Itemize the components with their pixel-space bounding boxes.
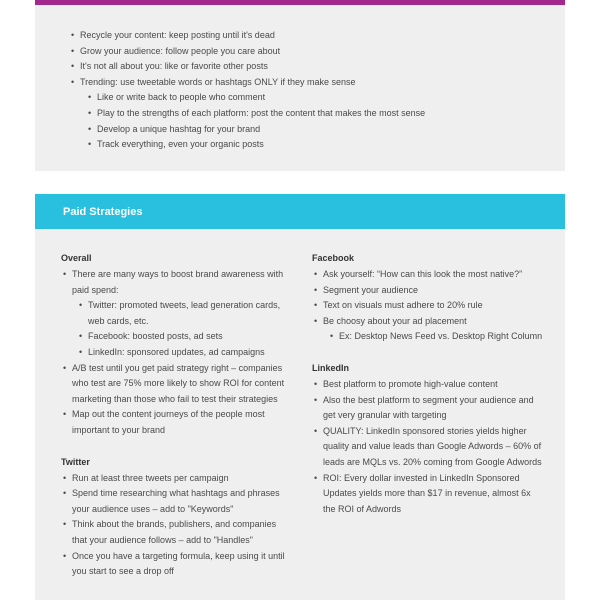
twitter-list [72, 471, 286, 580]
list-item: • Also the best platform to segment your audience and get very granular with targeting [323, 393, 544, 424]
overall-list [72, 267, 286, 439]
sub-list [339, 329, 544, 345]
list-item [323, 314, 544, 345]
facebook-heading: Facebook [312, 253, 355, 263]
list-item: • Once you have a targeting formula, keep using it until you start to see a drop off [72, 549, 286, 580]
list-item: • It's not all about you: like or favorite other posts [80, 59, 425, 75]
list-item: • Best platform to promote high-value content [323, 377, 544, 393]
list-item: • A/B test until you get paid strategy right – companies who test are 75% more likely to show ROI for content marketing than those who fail to test their strategies [72, 361, 286, 408]
list-item: • Text on visuals must adhere to 20% rule [323, 298, 544, 314]
list-item: • Recycle your content: keep posting until it's dead [80, 28, 425, 44]
list-item-text: There are many ways to boost brand awareness with paid spend: [72, 269, 284, 295]
list-item: • Map out the content journeys of the people most important to your brand [72, 407, 286, 438]
list-item: • Think about the brands, publishers, and companies that your audience follows – add to "Handles" [72, 517, 286, 548]
paid-strategies-card [35, 194, 565, 600]
list-item: • QUALITY: LinkedIn sponsored stories yields higher quality and value leads than Google Adwords – 60% of leads are MQLs vs. 20% coming from Google Adwords [323, 424, 544, 471]
sub-list-item: • Like or write back to people who comment [97, 90, 425, 106]
overall-heading: Overall [61, 253, 92, 263]
list-item-text: Trending: use tweetable words or hashtags ONLY if they make sense [80, 76, 356, 87]
sub-list-item: • Twitter: promoted tweets, lead generation cards, web cards, etc. [88, 298, 286, 329]
sub-list-item: • Facebook: boosted posts, ad sets [88, 329, 286, 345]
sub-list-item: • LinkedIn: sponsored updates, ad campaigns [88, 345, 286, 361]
sub-list-item: • Ex: Desktop News Feed vs. Desktop Right Column [339, 329, 544, 345]
right-column [312, 252, 544, 517]
list-item: • Grow your audience: follow people you care about [80, 44, 425, 60]
list-item: • Spend time researching what hashtags and phrases your audience uses – add to "Keywords" [72, 486, 286, 517]
organic-strategies-card [35, 0, 565, 171]
paid-strategies-header [35, 194, 565, 229]
paid-strategies-title: Paid Strategies [63, 205, 143, 218]
list-item: • ROI: Every dollar invested in LinkedIn Sponsored Updates yields more than $17 in revenue, almost 6x the ROI of Adwords [323, 471, 544, 518]
card-accent-bar [35, 0, 565, 5]
list-item-text: Be choosy about your ad placement [323, 315, 467, 326]
sub-list [97, 90, 425, 152]
list-item [72, 267, 286, 361]
linkedin-heading: LinkedIn [312, 362, 350, 373]
list-item: • Ask yourself: “How can this look the most native?” [323, 267, 544, 283]
list-item [80, 75, 425, 153]
sub-list-item: • Play to the strengths of each platform: post the content that makes the most sense [97, 106, 425, 122]
facebook-list [323, 267, 544, 345]
left-column [61, 252, 286, 580]
sub-list [88, 298, 286, 360]
organic-list [80, 28, 425, 153]
twitter-heading: Twitter [61, 456, 90, 467]
sub-list-item: • Develop a unique hashtag for your brand [97, 122, 425, 138]
list-item: • Segment your audience [323, 283, 544, 299]
linkedin-list [323, 377, 544, 517]
sub-list-item: • Track everything, even your organic posts [97, 137, 425, 153]
list-item: • Run at least three tweets per campaign [72, 471, 286, 487]
